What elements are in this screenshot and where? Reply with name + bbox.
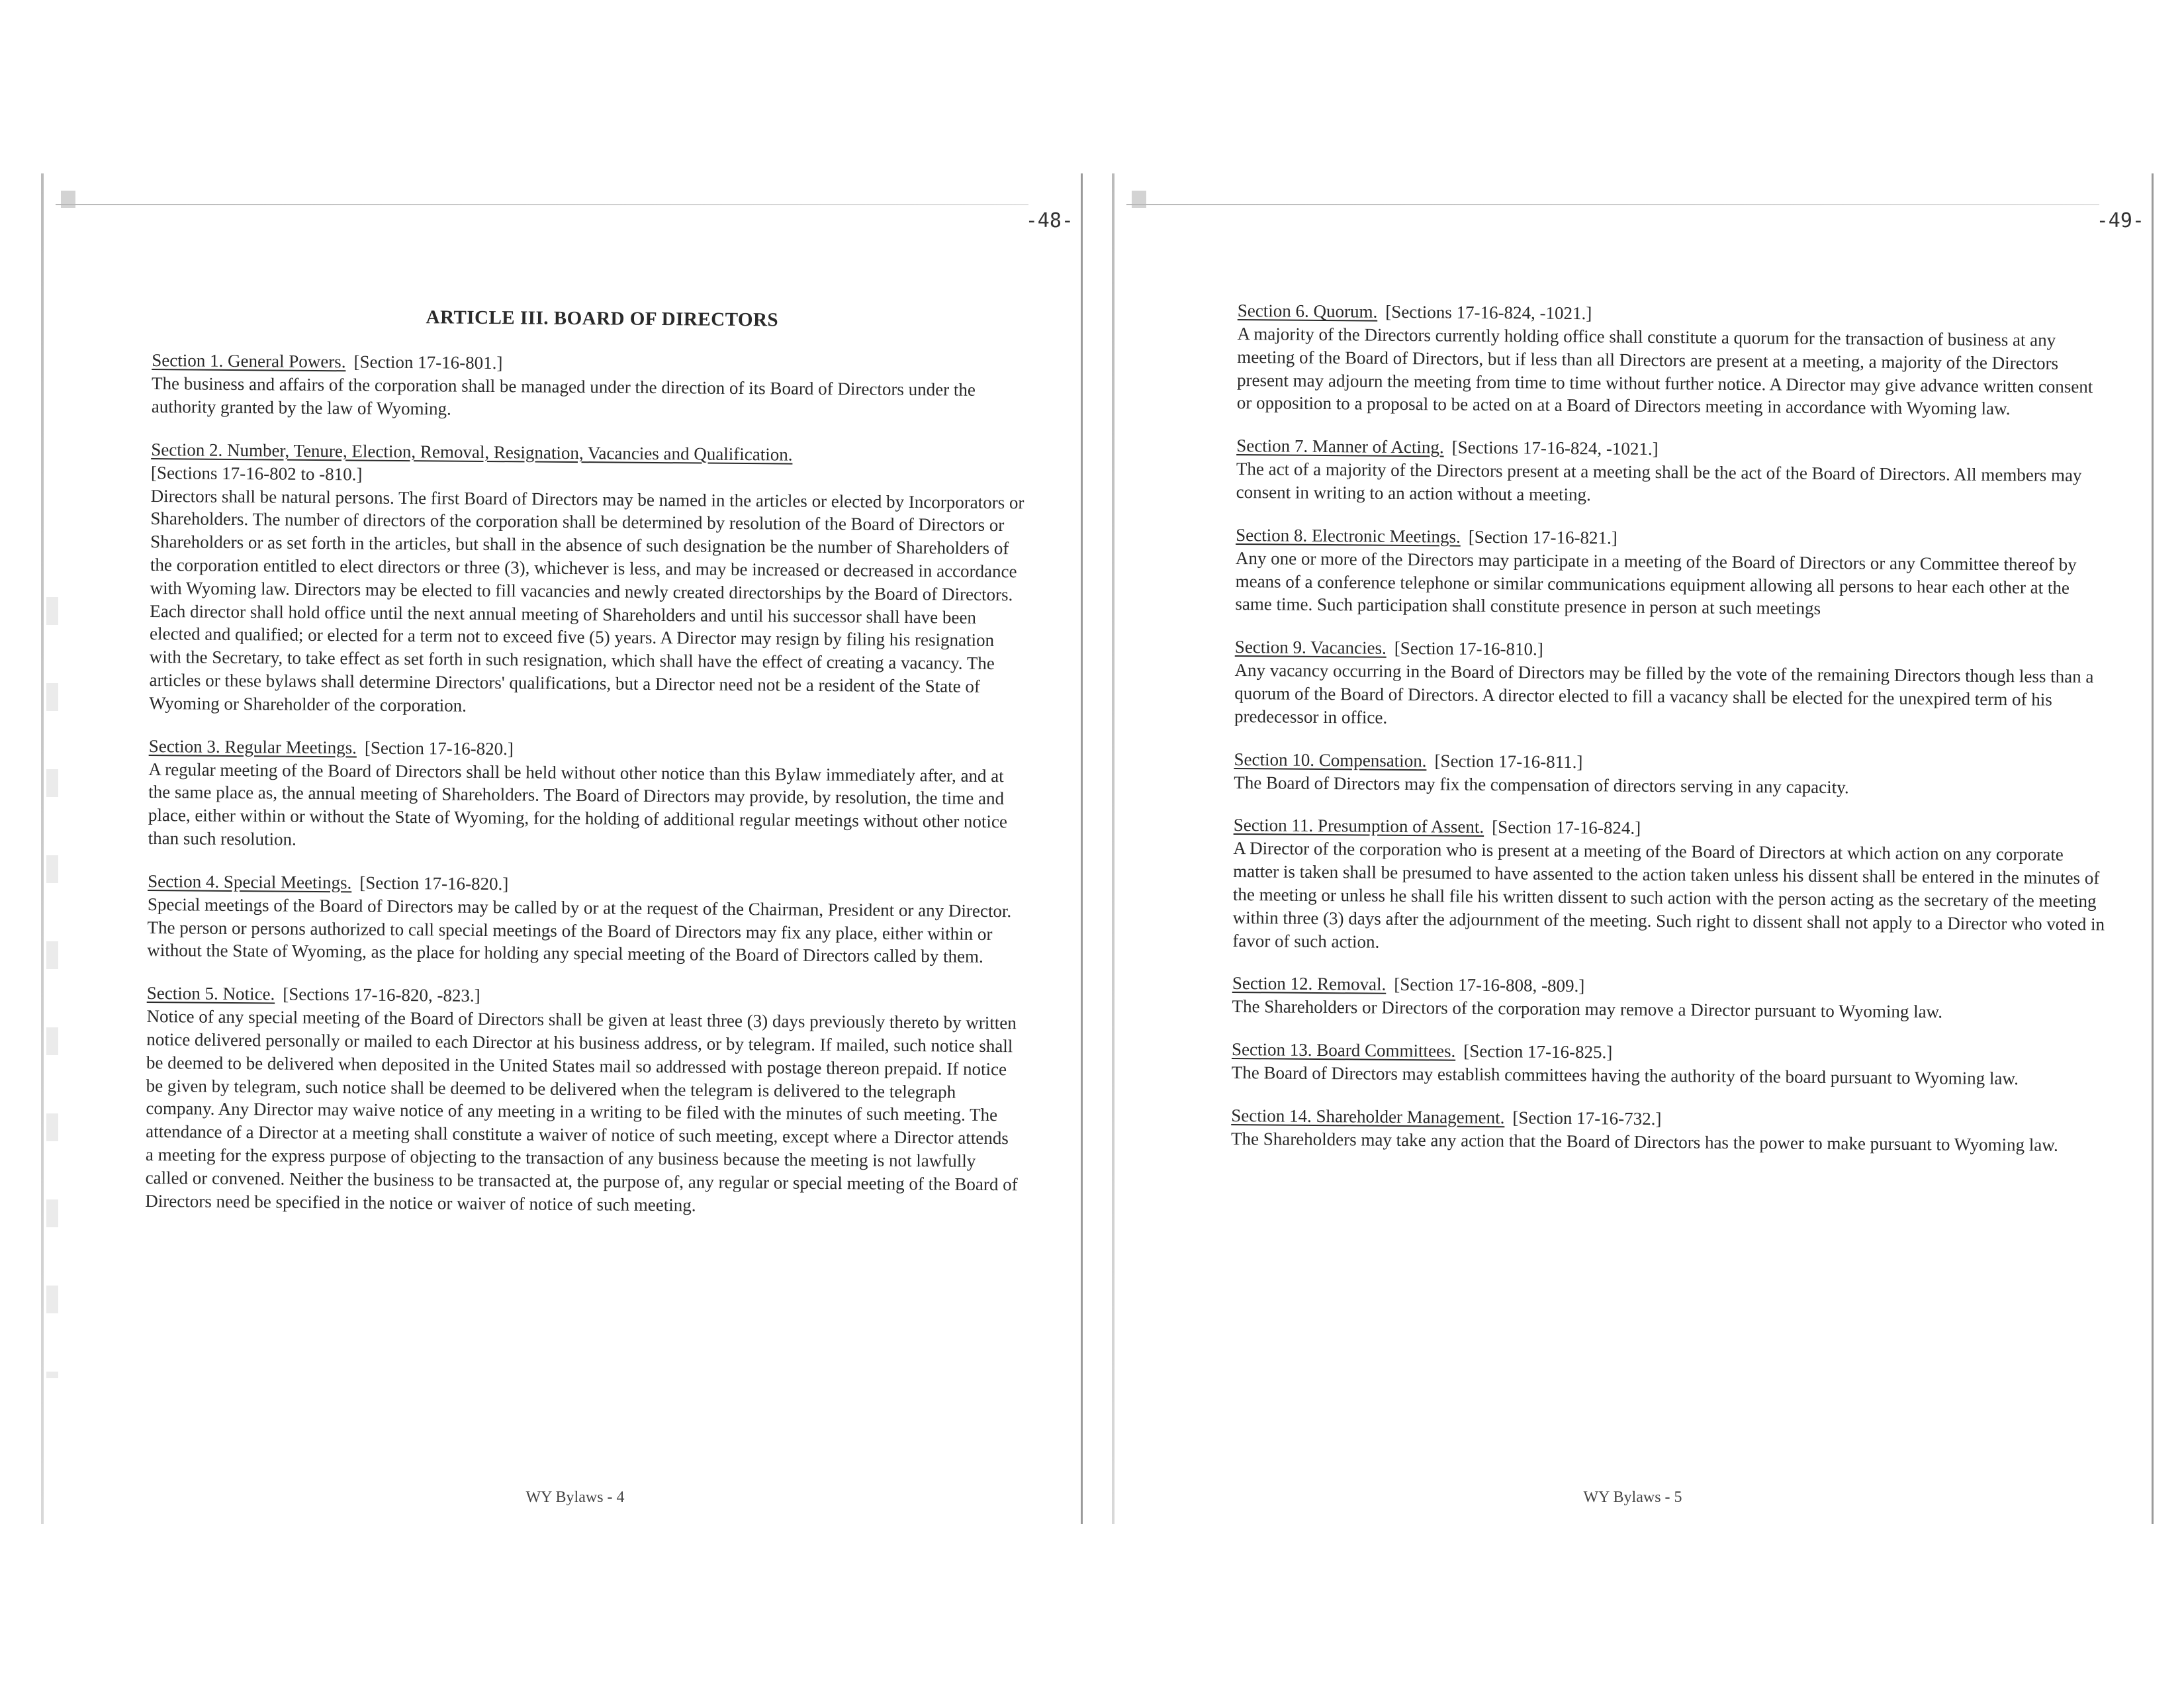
page-fold-edge	[2152, 173, 2154, 1524]
statute-reference: [Section 17-16-810.]	[1394, 638, 1543, 659]
statute-reference: [Section 17-16-825.]	[1463, 1041, 1613, 1062]
section-title: Section 12. Removal.	[1232, 973, 1387, 995]
section-body: The act of a majority of the Directors present at a meeting shall be the act of the Board of Directors. All members may consent in writing to an action without a meeting.	[1236, 459, 2082, 505]
section-body: The business and affairs of the corporation shall be managed under the direction of its Board of Directors under the authority granted by the law of Wyoming.	[151, 373, 976, 419]
statute-reference: [Section 17-16-820.]	[364, 737, 514, 759]
page-footer: WY Bylaws - 5	[1583, 1489, 1682, 1506]
section-body: The Shareholders or Directors of the corporation may remove a Director pursuant to Wyoming law.	[1232, 996, 1943, 1022]
section-body: Directors shall be natural persons. The first Board of Directors may be named in the articles or elected by Incorporators or Shareholders. The number of directors of the corporation shall be determined by resolution of the Board of Directors or Shareholders or as set forth in the articles, but shall in the absence of such designation be the number of Shareholders of the corporation entitled to elect directors or three (3), whichever is less, and may be increased or decreased in accordance with Wyoming law. Directors may be elected to fill vacancies and newly created directorships by the Board of Directors. Each director shall hold office until the next annual meeting of Shareholders and until his successor shall have been elected and qualified; or elected for a term not to exceed five (5) years. A Director may resign by filing his resignation with the Secretary, to take effect as set forth in such resignation, which shall have the effect of creating a vacancy. The articles or these bylaws shall determine Directors' qualifications, but a Director need not be a resident of the State of Wyoming or Shareholder of the corporation.	[149, 485, 1024, 716]
section-body: The Board of Directors may establish committees having the authority of the board pursuant to Wyoming law.	[1231, 1062, 2019, 1089]
section-title: Section 1. General Powers.	[152, 350, 346, 372]
section-13	[1232, 1038, 2106, 1091]
scan-edge	[41, 173, 44, 1524]
statute-reference: [Sections 17-16-824, -1021.]	[1451, 437, 1659, 459]
header-rule	[1126, 204, 2099, 205]
section-body: Notice of any special meeting of the Board of Directors shall be given at least three (3) days previously thereto by written notice delivered personally or mailed to each Director at his business address, or by telegram. If mailed, such notice shall be deemed to be delivered when deposited in the United States mail so addressed with postage thereon prepaid. If notice be given by telegram, such notice shall be deemed to be delivered when the telegram is delivered to the telegraph company. Any Director may waive notice of any meeting in a writing to be filed with the minutes of such meeting. The attendance of a Director at a meeting shall constitute a waiver of notice of such meeting, except where a Director attends a meeting for the express purpose of objecting to the transaction of any business because the meeting is not lawfully called or convened. Neither the business to be transacted at, the purpose of, any regular or special meeting of the Board of Directors need be specified in the notice or waiver of notice of such meeting.	[145, 1006, 1018, 1215]
section-4	[147, 870, 1021, 969]
section-11	[1232, 814, 2107, 959]
section-title: Section 3. Regular Meetings.	[148, 735, 357, 758]
header-rule	[56, 204, 1028, 205]
section-10	[1234, 748, 2108, 801]
binding-hole-marks	[46, 597, 58, 1378]
section-title: Section 2. Number, Tenure, Election, Removal, Resignation, Vacancies and Qualification.	[151, 439, 793, 465]
right-page-content	[1231, 299, 2111, 1177]
page-number: -48-	[1025, 209, 1073, 232]
statute-reference: [Sections 17-16-820, -823.]	[283, 984, 480, 1006]
section-9	[1234, 635, 2109, 735]
section-title: Section 8. Electronic Meetings.	[1236, 524, 1461, 547]
statute-reference: [Section 17-16-811.]	[1434, 750, 1583, 772]
left-page	[41, 173, 1083, 1524]
section-title: Section 13. Board Committees.	[1231, 1039, 1456, 1061]
statute-reference: [Section 17-16-732.]	[1512, 1107, 1662, 1129]
section-body: A Director of the corporation who is present at a meeting of the Board of Directors at which action on any corporate matter is taken shall be presumed to have assented to the action taken unless his dissent shall be entered in the minutes of the meeting or unless he shall file his written dissent to such action with the person acting as the secretary of the meeting within three (3) days after the adjournment of the meeting. Such right to dissent shall not apply to a Director who voted in favor of such action.	[1232, 838, 2105, 952]
section-title: Section 14. Shareholder Management.	[1231, 1105, 1505, 1128]
right-page	[1112, 173, 2154, 1524]
section-2	[149, 438, 1024, 722]
section-6	[1237, 299, 2111, 422]
statute-reference: [Section 17-16-824.]	[1492, 817, 1641, 839]
statute-reference: [Section 17-16-801.]	[353, 352, 503, 373]
scan-edge	[1112, 173, 1115, 1524]
page-number: -49-	[2096, 209, 2144, 232]
article-title: ARTICLE III. BOARD OF DIRECTORS	[426, 306, 779, 331]
section-title: Section 7. Manner of Acting.	[1236, 436, 1444, 457]
section-title: Section 9. Vacancies.	[1234, 637, 1387, 658]
left-page-content	[145, 305, 1026, 1239]
statute-reference: [Sections 17-16-802 to -810.]	[150, 462, 363, 485]
section-title: Section 4. Special Meetings.	[148, 870, 352, 893]
statute-reference: [Sections 17-16-824, -1021.]	[1385, 301, 1592, 324]
scan-artifact	[1132, 191, 1146, 208]
section-8	[1235, 524, 2109, 623]
section-body: The Board of Directors may fix the compensation of directors serving in any capacity.	[1234, 772, 1849, 797]
section-3	[148, 735, 1023, 857]
page-footer: WY Bylaws - 4	[525, 1489, 625, 1506]
section-title: Section 11. Presumption of Assent.	[1233, 815, 1484, 837]
scan-artifact	[61, 191, 75, 208]
section-12	[1232, 972, 2106, 1025]
section-body: A regular meeting of the Board of Directors shall be held without other notice than this Bylaw immediately after, and at the same place as, the annual meeting of Shareholders. The Board of Directors may provide, by resolution, the time and place, either within or without the State of Wyoming, for the holding of additional regular meetings without other notice than such resolution.	[148, 759, 1008, 849]
page-fold-edge	[1081, 173, 1083, 1524]
section-body: Special meetings of the Board of Directors may be called by or at the request of the Chairman, President or any Director. The person or persons authorized to call special meetings of the Board of Directors may fix any place, either within or without the State of Wyoming, as the place for holding any special meeting of the Board of Directors called by them.	[147, 894, 1012, 967]
section-body: Any vacancy occurring in the Board of Directors may be filled by the vote of the remaining Directors though less than a quorum of the Board of Directors. A director elected to fill a vacancy shall be elected for the unexpired term of his predecessor in office.	[1234, 660, 2094, 727]
section-14	[1231, 1104, 2105, 1157]
section-7	[1236, 434, 2111, 510]
section-title: Section 6. Quorum.	[1237, 300, 1378, 322]
section-1	[152, 349, 1026, 425]
section-5	[145, 982, 1021, 1219]
section-body: The Shareholders may take any action that the Board of Directors has the power to make pursuant to Wyoming law.	[1230, 1128, 2058, 1155]
statute-reference: [Section 17-16-808, -809.]	[1394, 974, 1585, 996]
statute-reference: [Section 17-16-821.]	[1468, 526, 1617, 548]
section-body: Any one or more of the Directors may participate in a meeting of the Board of Directors or any Committee thereof by means of a conference telephone or similar communications equipment allowing all persons to hear each other at the same time. Such participation shall constitute presence in person at such meetings	[1235, 547, 2077, 619]
statute-reference: [Section 17-16-820.]	[359, 872, 509, 894]
section-body: A majority of the Directors currently holding office shall constitute a quorum for the transaction of business at any meeting of the Board of Directors, but if less than all Directors are present at a meeting, a majority of the Directors present may adjourn the meeting from time to time without further notice. A Director may give advance written consent or opposition to a proposal to be acted on at a Board of Directors meeting in accordance with Wyoming law.	[1236, 323, 2093, 419]
section-title: Section 10. Compensation.	[1234, 749, 1427, 771]
section-title: Section 5. Notice.	[146, 983, 275, 1004]
